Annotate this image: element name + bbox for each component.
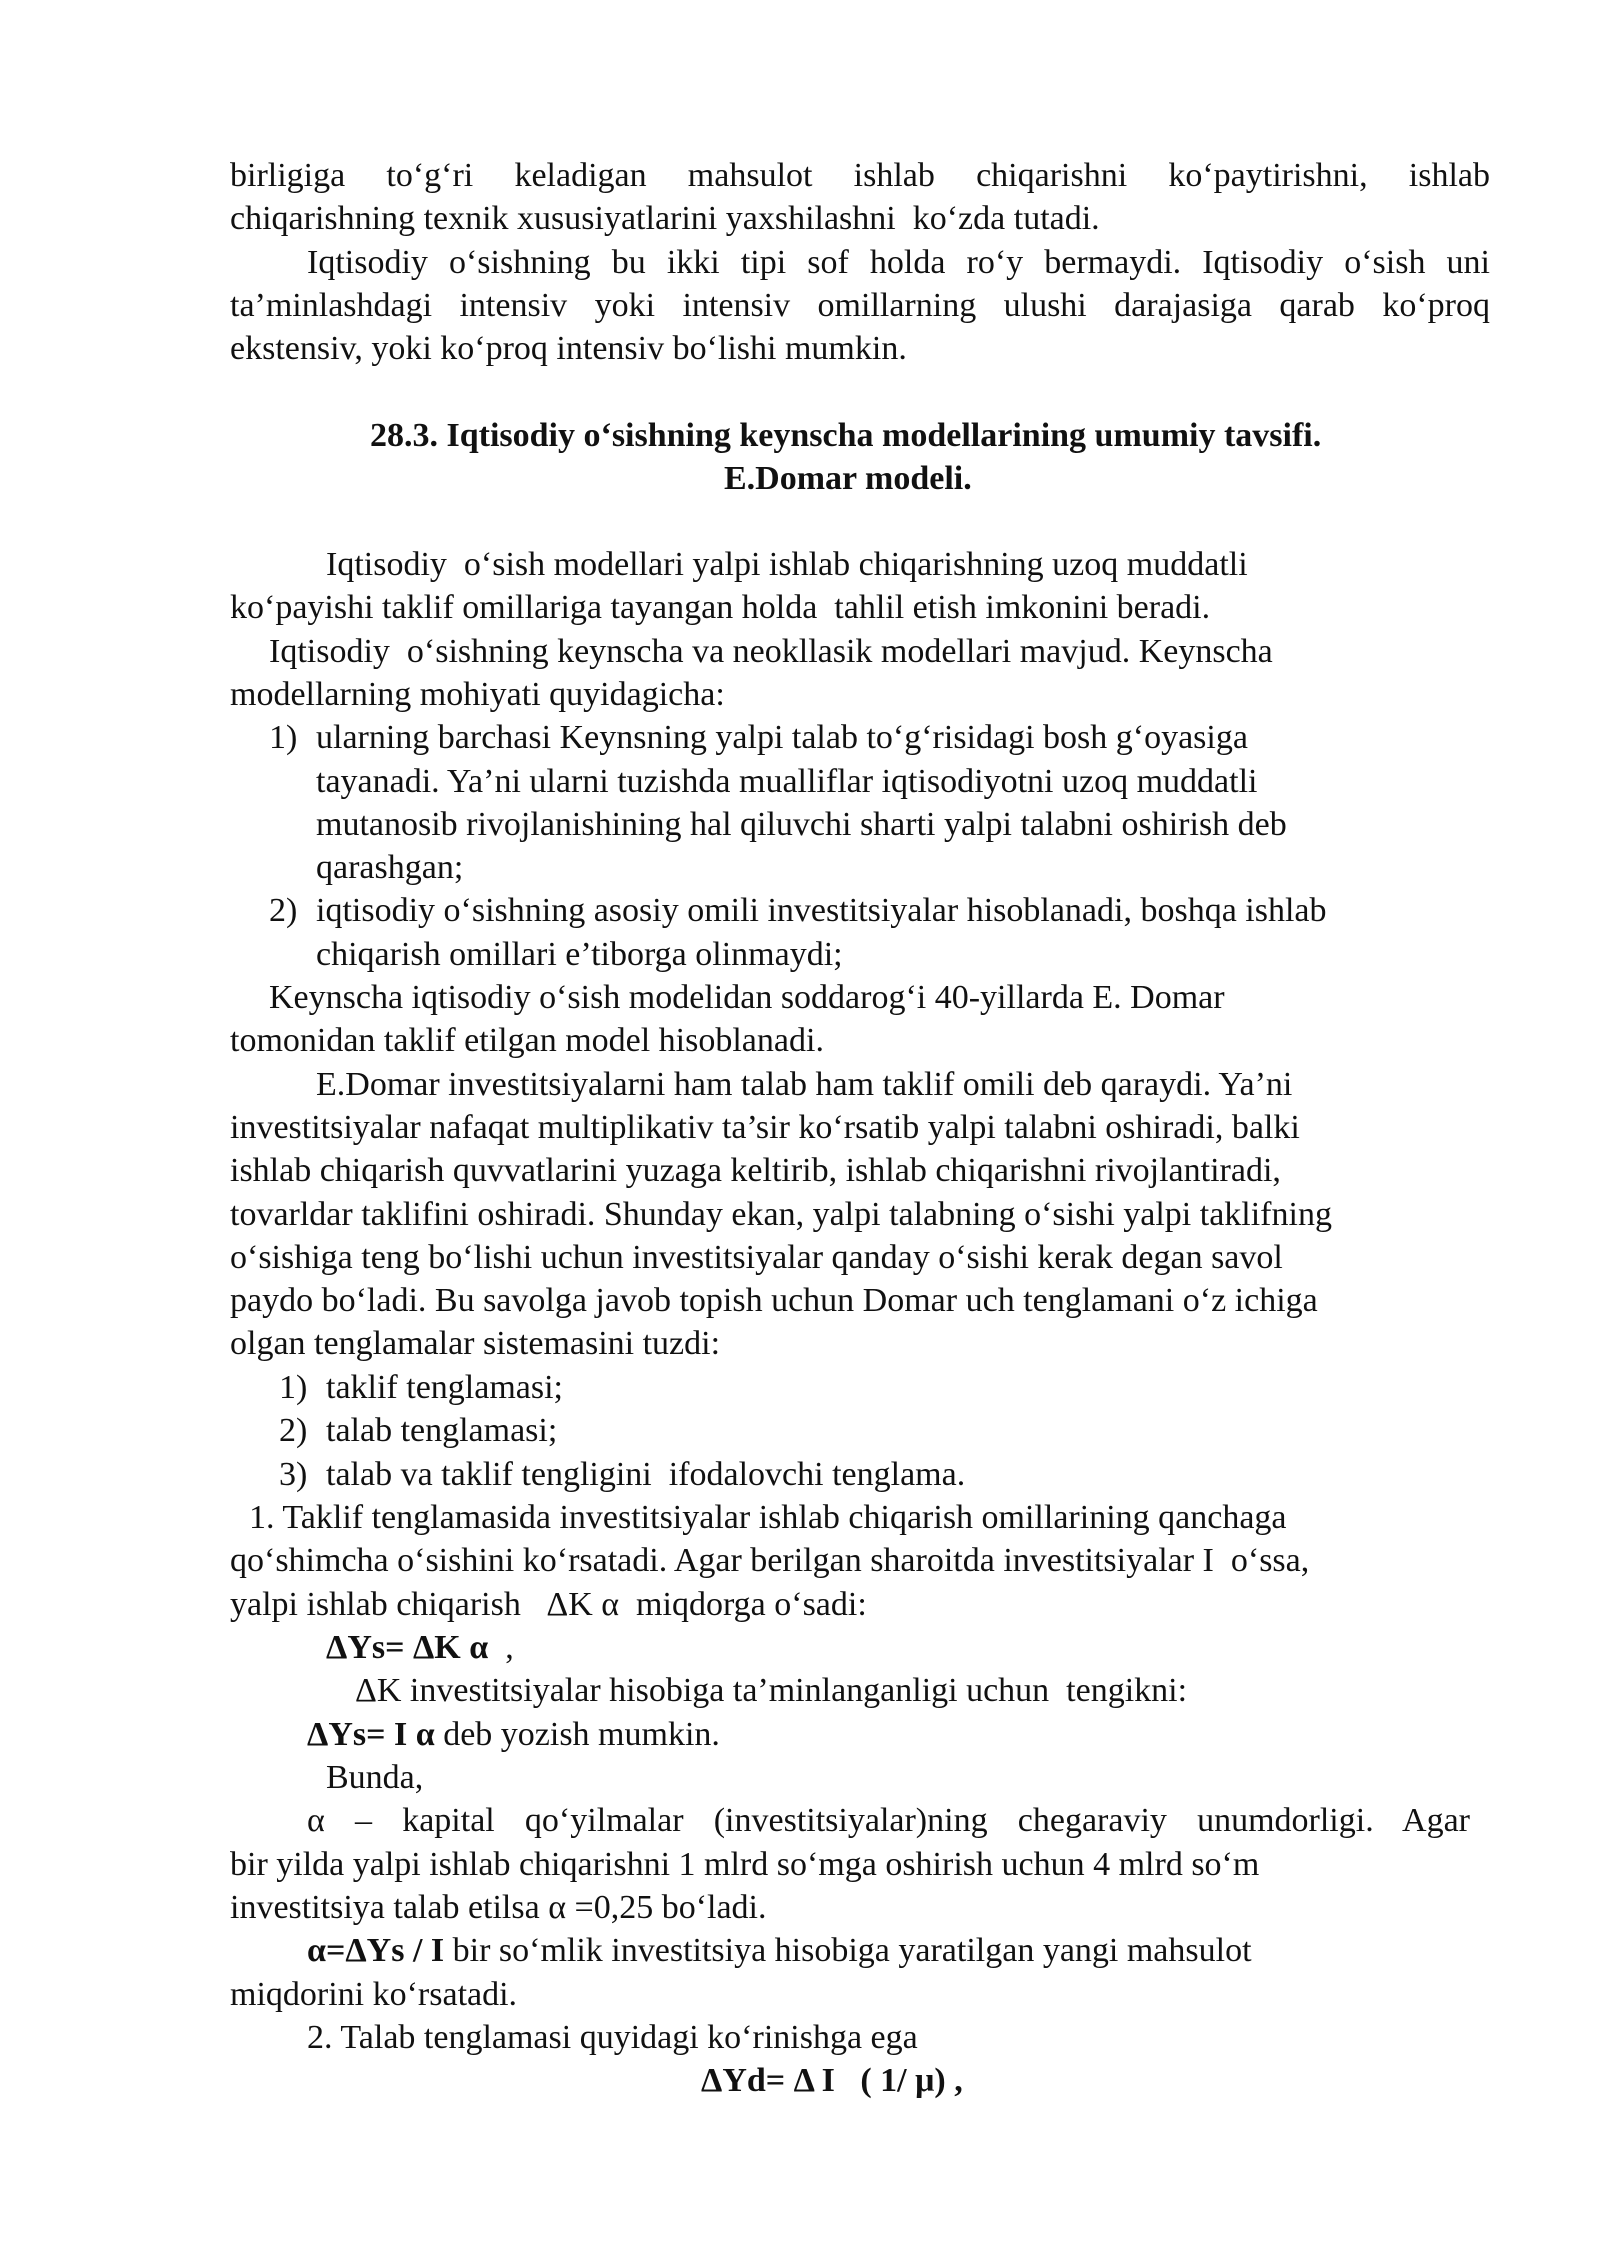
list-item-text: talab va taklif tengligini ifodalovchi tenglama.: [326, 1456, 966, 1493]
text-line: tomonidan taklif etilgan model hisoblanadi.: [230, 1022, 824, 1059]
text-line: investitsiya talab etilsa α =0,25 bo‘ladi.: [230, 1889, 767, 1926]
text-line: ta’minlashdagi intensiv yoki intensiv omillarning ulushi darajasiga qarab ko‘proq: [230, 287, 1490, 324]
text-line: chiqarishning texnik xususiyatlarini yaxshilashni ko‘zda tutadi.: [230, 200, 1100, 237]
list-item-text: tayanadi. Ya’ni ularni tuzishda mualliflar iqtisodiyotni uzoq muddatli: [316, 763, 1258, 800]
formula: ΔYs= I α: [307, 1716, 435, 1753]
text-line: ko‘payishi taklif omillariga tayangan holda tahlil etish imkonini beradi.: [230, 589, 1211, 626]
text-line: ishlab chiqarish quvvatlarini yuzaga keltirib, ishlab chiqarishni rivojlantiradi,: [230, 1152, 1281, 1189]
formula-tail: deb yozish mumkin.: [434, 1716, 720, 1753]
formula-line: [307, 1713, 720, 1756]
text-line: o‘sishiga teng bo‘lishi uchun investitsiyalar qanday o‘sishi kerak degan savol: [230, 1239, 1283, 1276]
list-item-text: iqtisodiy o‘sishning asosiy omili investitsiyalar hisoblanadi, boshqa ishlab: [316, 892, 1327, 929]
list-item-text: mutanosib rivojlanishining hal qiluvchi sharti yalpi talabni oshirish deb: [316, 806, 1287, 843]
text-line: α – kapital qo‘yilmalar (investitsiyalar)ning chegaraviy unumdorligi. Agar: [307, 1802, 1470, 1839]
text-line: tovarldar taklifini oshiradi. Shunday ekan, yalpi talabning o‘sishi yalpi taklifning: [230, 1196, 1332, 1233]
list-item-text: talab tenglamasi;: [326, 1412, 558, 1449]
list-number: 1): [269, 719, 298, 756]
list-item-text: ularning barchasi Keynsning yalpi talab to‘g‘risidagi bosh g‘oyasiga: [316, 719, 1248, 756]
list-number: 2): [279, 1412, 308, 1449]
list-item-text: taklif tenglamasi;: [326, 1369, 563, 1406]
list-item-text: qarashgan;: [316, 849, 464, 886]
formula: α=ΔYs / I: [307, 1932, 445, 1969]
formula: ΔYs= ΔK α: [326, 1629, 489, 1666]
text-line: yalpi ishlab chiqarish ΔK α miqdorga o‘sadi:: [230, 1586, 867, 1623]
section-subheading: E.Domar modeli.: [724, 460, 972, 497]
text-line: Keynscha iqtisodiy o‘sish modelidan soddarog‘i 40-yillarda E. Domar: [269, 979, 1225, 1016]
text-line: birligiga to‘g‘ri keladigan mahsulot ishlab chiqarishni ko‘paytirishni, ishlab: [230, 157, 1490, 194]
formula-line: [326, 1626, 514, 1669]
text-line: 2. Talab tenglamasi quyidagi ko‘rinishga ega: [307, 2019, 918, 2056]
text-line: ΔK investitsiyalar hisobiga ta’minlanganligi uchun tengikni:: [355, 1672, 1188, 1709]
list-number: 1): [279, 1369, 308, 1406]
text-line: Bunda,: [326, 1759, 424, 1796]
text-line: bir yilda yalpi ishlab chiqarishni 1 mlrd so‘mga oshirish uchun 4 mlrd so‘m: [230, 1846, 1260, 1883]
text-line: investitsiyalar nafaqat multiplikativ ta’sir ko‘rsatib yalpi talabni oshiradi, balki: [230, 1109, 1300, 1146]
text-line: modellarning mohiyati quyidagicha:: [230, 676, 725, 713]
formula-tail: ,: [488, 1629, 514, 1666]
text-line: miqdorini ko‘rsatadi.: [230, 1976, 518, 2013]
formula: ΔYd= Δ I ( 1/ μ) ,: [701, 2062, 963, 2099]
text-line: 1. Taklif tenglamasida investitsiyalar ishlab chiqarish omillarining qanchaga: [249, 1499, 1287, 1536]
text-line: qo‘shimcha o‘sishini ko‘rsatadi. Agar berilgan sharoitda investitsiyalar I o‘ssa,: [230, 1542, 1310, 1579]
text-line: olgan tenglamalar sistemasini tuzdi:: [230, 1325, 721, 1362]
text-line: Iqtisodiy o‘sish modellari yalpi ishlab chiqarishning uzoq muddatli: [326, 546, 1248, 583]
formula-line: [307, 1929, 1252, 1972]
text-line: Iqtisodiy o‘sishning bu ikki tipi sof holda ro‘y bermaydi. Iqtisodiy o‘sish uni: [307, 244, 1490, 281]
list-item-text: chiqarish omillari e’tiborga olinmaydi;: [316, 936, 843, 973]
list-number: 2): [269, 892, 298, 929]
text-line: paydo bo‘ladi. Bu savolga javob topish uchun Domar uch tenglamani o‘z ichiga: [230, 1282, 1318, 1319]
formula-tail: bir so‘mlik investitsiya hisobiga yaratilgan yangi mahsulot: [444, 1932, 1252, 1969]
text-line: E.Domar investitsiyalarni ham talab ham taklif omili deb qaraydi. Ya’ni: [316, 1066, 1293, 1103]
list-number: 3): [279, 1456, 308, 1493]
text-line: ekstensiv, yoki ko‘proq intensiv bo‘lishi mumkin.: [230, 330, 907, 367]
section-heading: 28.3. Iqtisodiy o‘sishning keynscha modellarining umumiy tavsifi.: [370, 417, 1322, 454]
text-line: Iqtisodiy o‘sishning keynscha va neokllasik modellari mavjud. Keynscha: [269, 633, 1273, 670]
